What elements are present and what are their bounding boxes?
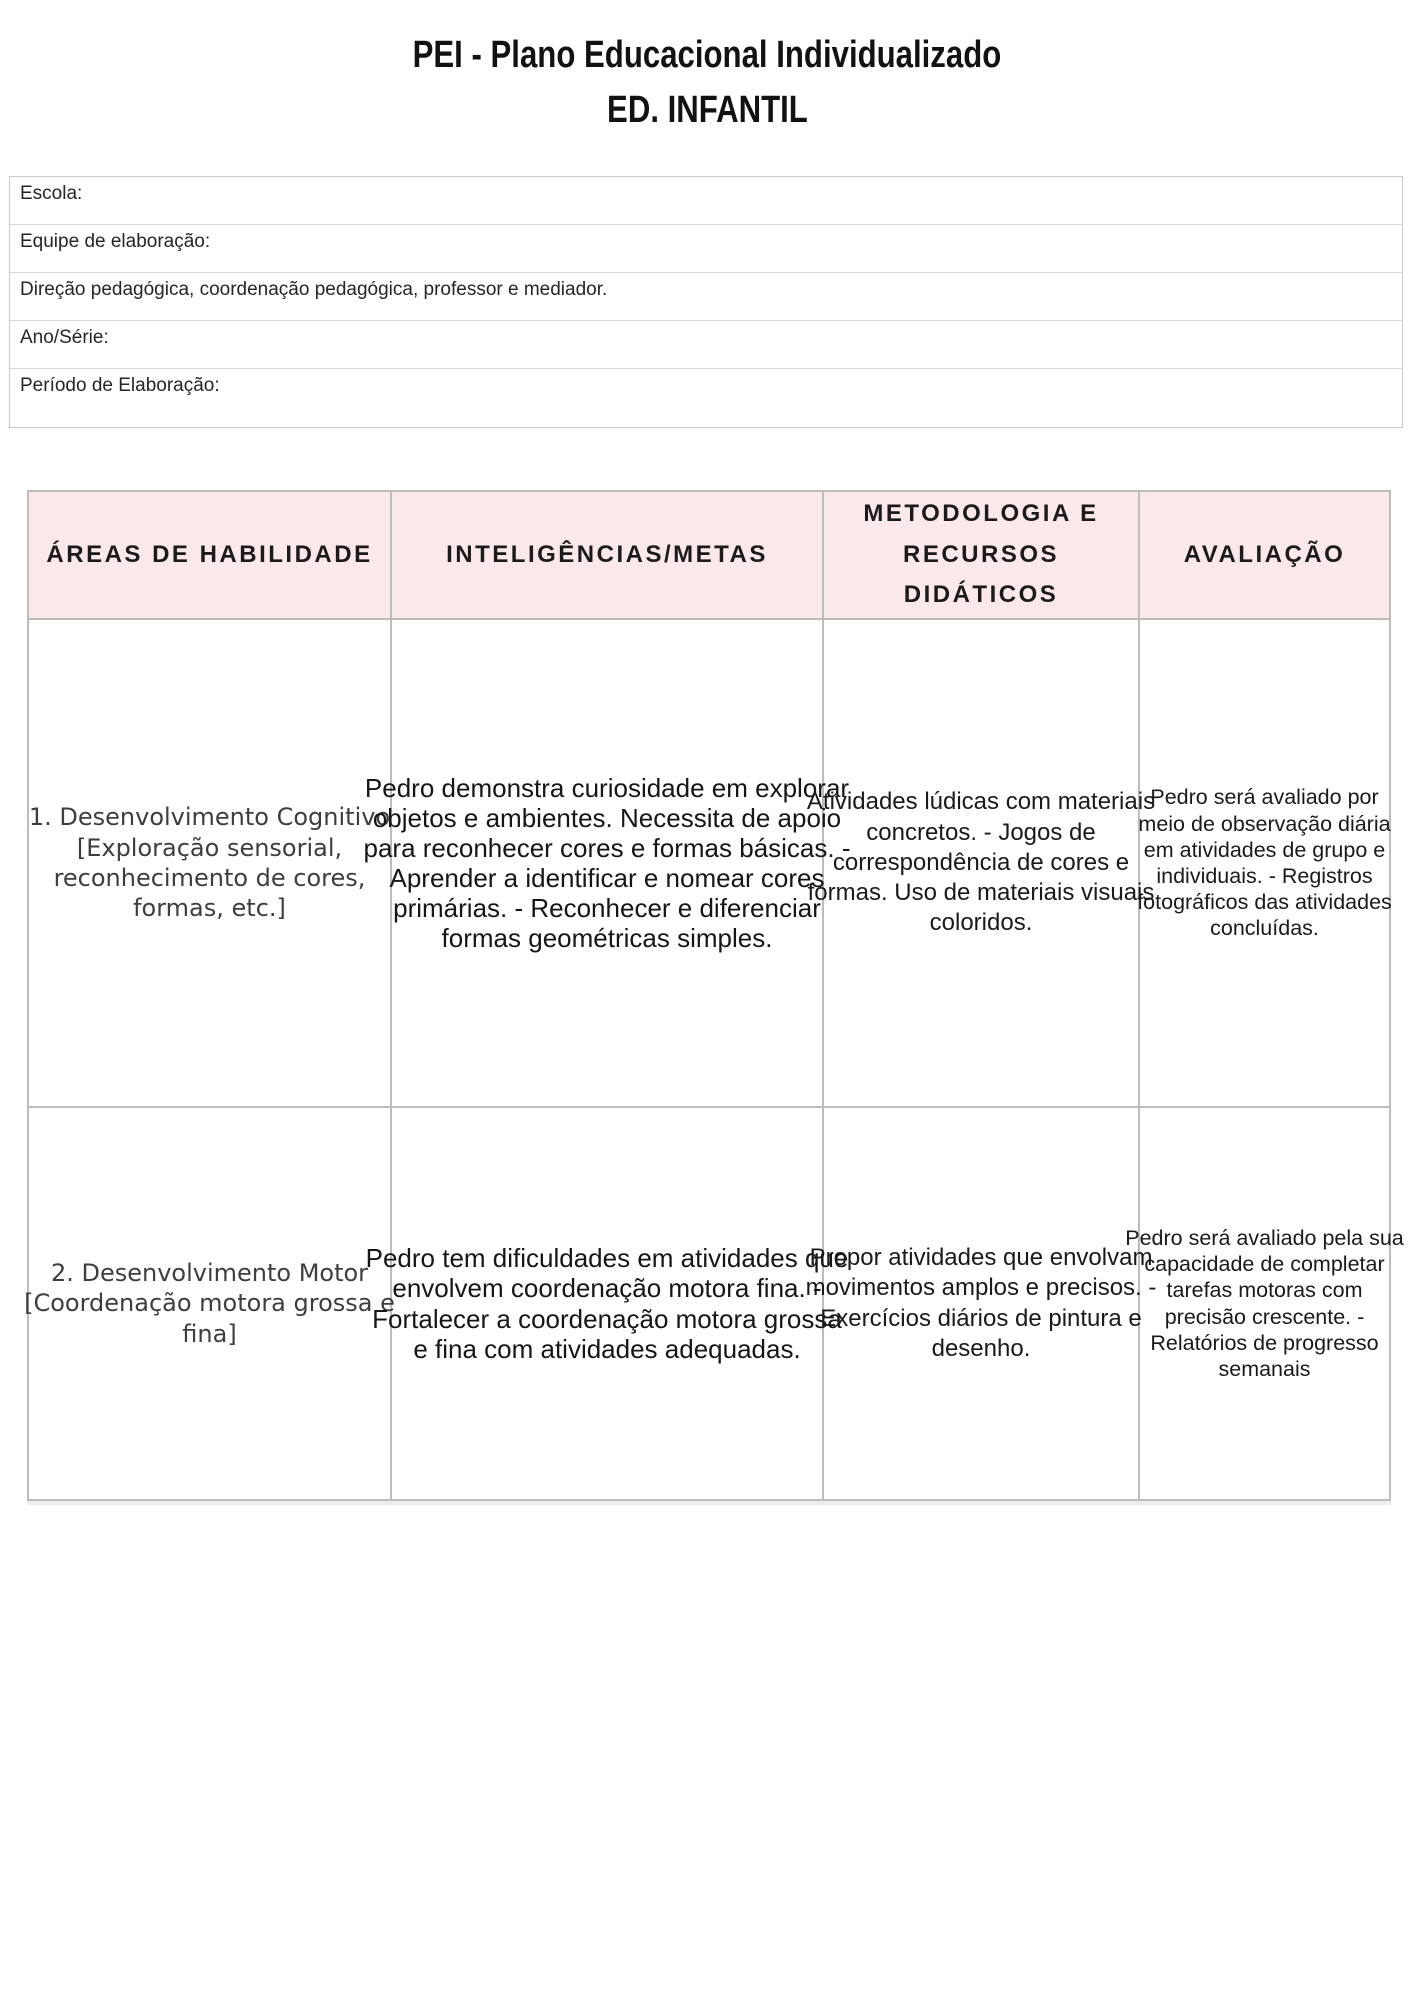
column-header-metodologia-recursos: METODOLOGIA E RECURSOS DIDÁTICOS: [823, 491, 1139, 619]
cell-metodologia-motor: Propor atividades que envolvam movimentos amplos e precisos. - Exercícios diários de pintura e desenho.: [823, 1107, 1139, 1500]
cell-metas-cognitivo: Pedro demonstra curiosidade em explorar objetos e ambientes. Necessita de apoio para reconhecer cores e formas básicas. - Aprender a identificar e nomear cores primárias. - Reconhecer e diferenciar formas geométricas simples.: [391, 619, 823, 1107]
document-title-line1: PEI - Plano Educacional Individualizado: [412, 34, 1002, 76]
column-header-inteligencias-metas: INTELIGÊNCIAS/METAS: [391, 491, 823, 619]
form-value-text: Direção pedagógica, coordenação pedagógica, professor e mediador.: [20, 279, 608, 300]
table-row-desenvolvimento-cognitivo: [28, 619, 1390, 1107]
form-label-equipe-de-elaboracao: Equipe de elaboração:: [20, 231, 211, 252]
cell-metas-motor: Pedro tem dificuldades em atividades que envolvem coordenação motora fina. - Fortalecer a coordenação motora grossa e fina com atividades adequadas.: [391, 1107, 823, 1500]
column-header-avaliacao: AVALIAÇÃO: [1139, 491, 1390, 619]
form-field-escola[interactable]: [10, 177, 1402, 225]
form-field-periodo-de-elaboracao[interactable]: [10, 369, 1402, 427]
form-label-periodo-de-elaboracao: Período de Elaboração:: [20, 375, 220, 396]
form-label-escola: Escola:: [20, 183, 83, 204]
table-header-row: [28, 491, 1390, 619]
table-row-desenvolvimento-motor: [28, 1107, 1390, 1500]
cell-area-cognitivo: 1. Desenvolvimento Cognitivo [Exploração sensorial, reconhecimento de cores, formas, etc.]: [28, 619, 391, 1107]
cell-area-motor: 2. Desenvolvimento Motor [Coordenação motora grossa e fina]: [28, 1107, 391, 1500]
form-field-ano-serie[interactable]: [10, 321, 1402, 369]
cell-avaliacao-cognitivo: Pedro será avaliado por meio de observação diária em atividades de grupo e individuais. - Registros fotográficos das atividades concluídas.: [1139, 619, 1390, 1107]
form-field-equipe-de-elaboracao[interactable]: [10, 225, 1402, 273]
document-title: [0, 28, 1414, 138]
pei-plan-table: [24, 490, 1404, 1501]
cell-avaliacao-motor: Pedro será avaliado pela sua capacidade de completar tarefas motoras com precisão crescente. - Relatórios de progresso semanais: [1139, 1107, 1390, 1500]
cell-metodologia-cognitivo: Atividades lúdicas com materiais concretos. - Jogos de correspondência de cores e formas. Uso de materiais visuais coloridos.: [823, 619, 1139, 1107]
header-form-box: [9, 176, 1403, 428]
column-header-areas-de-habilidade: ÁREAS DE HABILIDADE: [28, 491, 391, 619]
document-title-line2: ED. INFANTIL: [606, 89, 808, 131]
form-value-equipe-de-elaboracao: [10, 273, 1402, 321]
form-label-ano-serie: Ano/Série:: [20, 327, 109, 348]
